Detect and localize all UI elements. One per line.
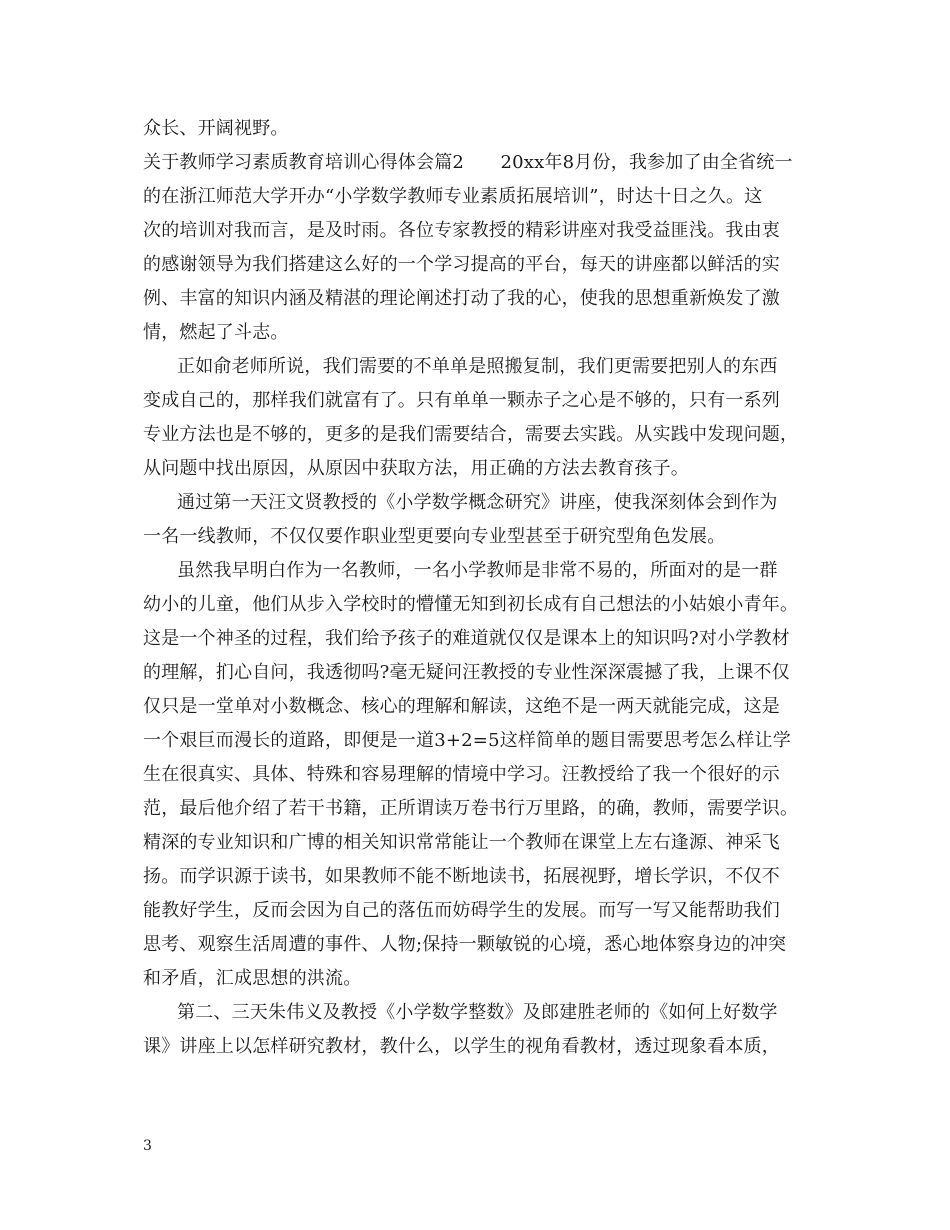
text-line: 通过第一天汪文贤教授的《小学数学概念研究》讲座，使我深刻体会到作为 [177, 492, 778, 513]
text-line: 变成自己的，那样我们就富有了。只有单单一颗赤子之心是不够的，只有一系列 [143, 390, 780, 411]
text-line: 的在浙江师范大学开办“小学数学教师专业素质拓展培训”，时达十日之久。这 [143, 186, 763, 207]
document-body [143, 112, 815, 1064]
text-line: 正如俞老师所说，我们需要的不单单是照搬复制，我们更需要把别人的东西 [177, 356, 778, 377]
text-line: 一名一线教师，不仅仅要作职业型更要向专业型甚至于研究型角色发展。 [143, 526, 726, 547]
text-line: 一个艰巨而漫长的道路，即便是一道3+2=5这样简单的题目需要思考怎么样让学 [143, 730, 791, 751]
text-lines [143, 112, 815, 1064]
text-line: 虽然我早明白作为一名教师，一名小学教师是非常不易的，所面对的是一群 [177, 560, 778, 581]
text-line: 的感谢领导为我们搭建这么好的一个学习提高的平台，每天的讲座都以鲜活的实 [143, 254, 780, 275]
text-line: 情，燃起了斗志。 [143, 322, 289, 343]
text-line: 和矛盾，汇成思想的洪流。 [143, 968, 362, 989]
text-line: 扬。而学识源于读书，如果教师不能不断地读书，拓展视野，增长学识，不仅不 [143, 866, 780, 887]
text-line: 例、丰富的知识内涵及精湛的理论阐述打动了我的心，使我的思想重新焕发了激 [143, 288, 780, 309]
text-line: 专业方法也是不够的，更多的是我们需要结合，需要去实践。从实践中发现问题， [143, 424, 799, 445]
text-line: 幼小的儿童，他们从步入学校时的懵懂无知到初长成有自己想法的小姑娘小青年。 [143, 594, 799, 615]
text-line: 仅只是一堂单对小数概念、核心的理解和解读，这绝不是一两天就能完成，这是 [143, 696, 780, 717]
text-line: 课》讲座上以怎样研究教材，教什么，以学生的视角看教材，透过现象看本质， [143, 1036, 780, 1057]
text-line: 第二、三天朱伟义及教授《小学数学整数》及郎建胜老师的《如何上好数学 [177, 1002, 778, 1023]
text-line: 众长、开阔视野。 [143, 118, 289, 139]
text-line: 从问题中找出原因，从原因中获取方法，用正确的方法去教育孩子。 [143, 458, 689, 479]
text-line: 次的培训对我而言，是及时雨。各位专家教授的精彩讲座对我受益匪浅。我由衷 [143, 220, 780, 241]
page-number: 3 [143, 1138, 152, 1154]
text-line: 关于教师学习素质教育培训心得体会篇2 20xx年8月份，我参加了由全省统一 [143, 152, 793, 173]
text-line: 生在很真实、具体、特殊和容易理解的情境中学习。汪教授给了我一个很好的示 [143, 764, 780, 785]
text-line: 思考、观察生活周遭的事件、人物;保持一颗敏锐的心境，悉心地体察身边的冲突 [143, 934, 787, 955]
text-line: 范，最后他介绍了若干书籍，正所谓读万卷书行万里路，的确，教师，需要学识。 [143, 798, 799, 819]
text-line: 能教好学生，反而会因为自己的落伍而妨碍学生的发展。而写一写又能帮助我们 [143, 900, 780, 921]
text-line: 的理解，扪心自问，我透彻吗?毫无疑问汪教授的专业性深深震撼了我，上课不仅 [143, 662, 790, 683]
text-line: 精深的专业知识和广博的相关知识常常能让一个教师在课堂上左右逢源、神采飞 [143, 832, 780, 853]
text-line: 这是一个神圣的过程，我们给予孩子的难道就仅仅是课本上的知识吗?对小学教材 [143, 628, 790, 649]
